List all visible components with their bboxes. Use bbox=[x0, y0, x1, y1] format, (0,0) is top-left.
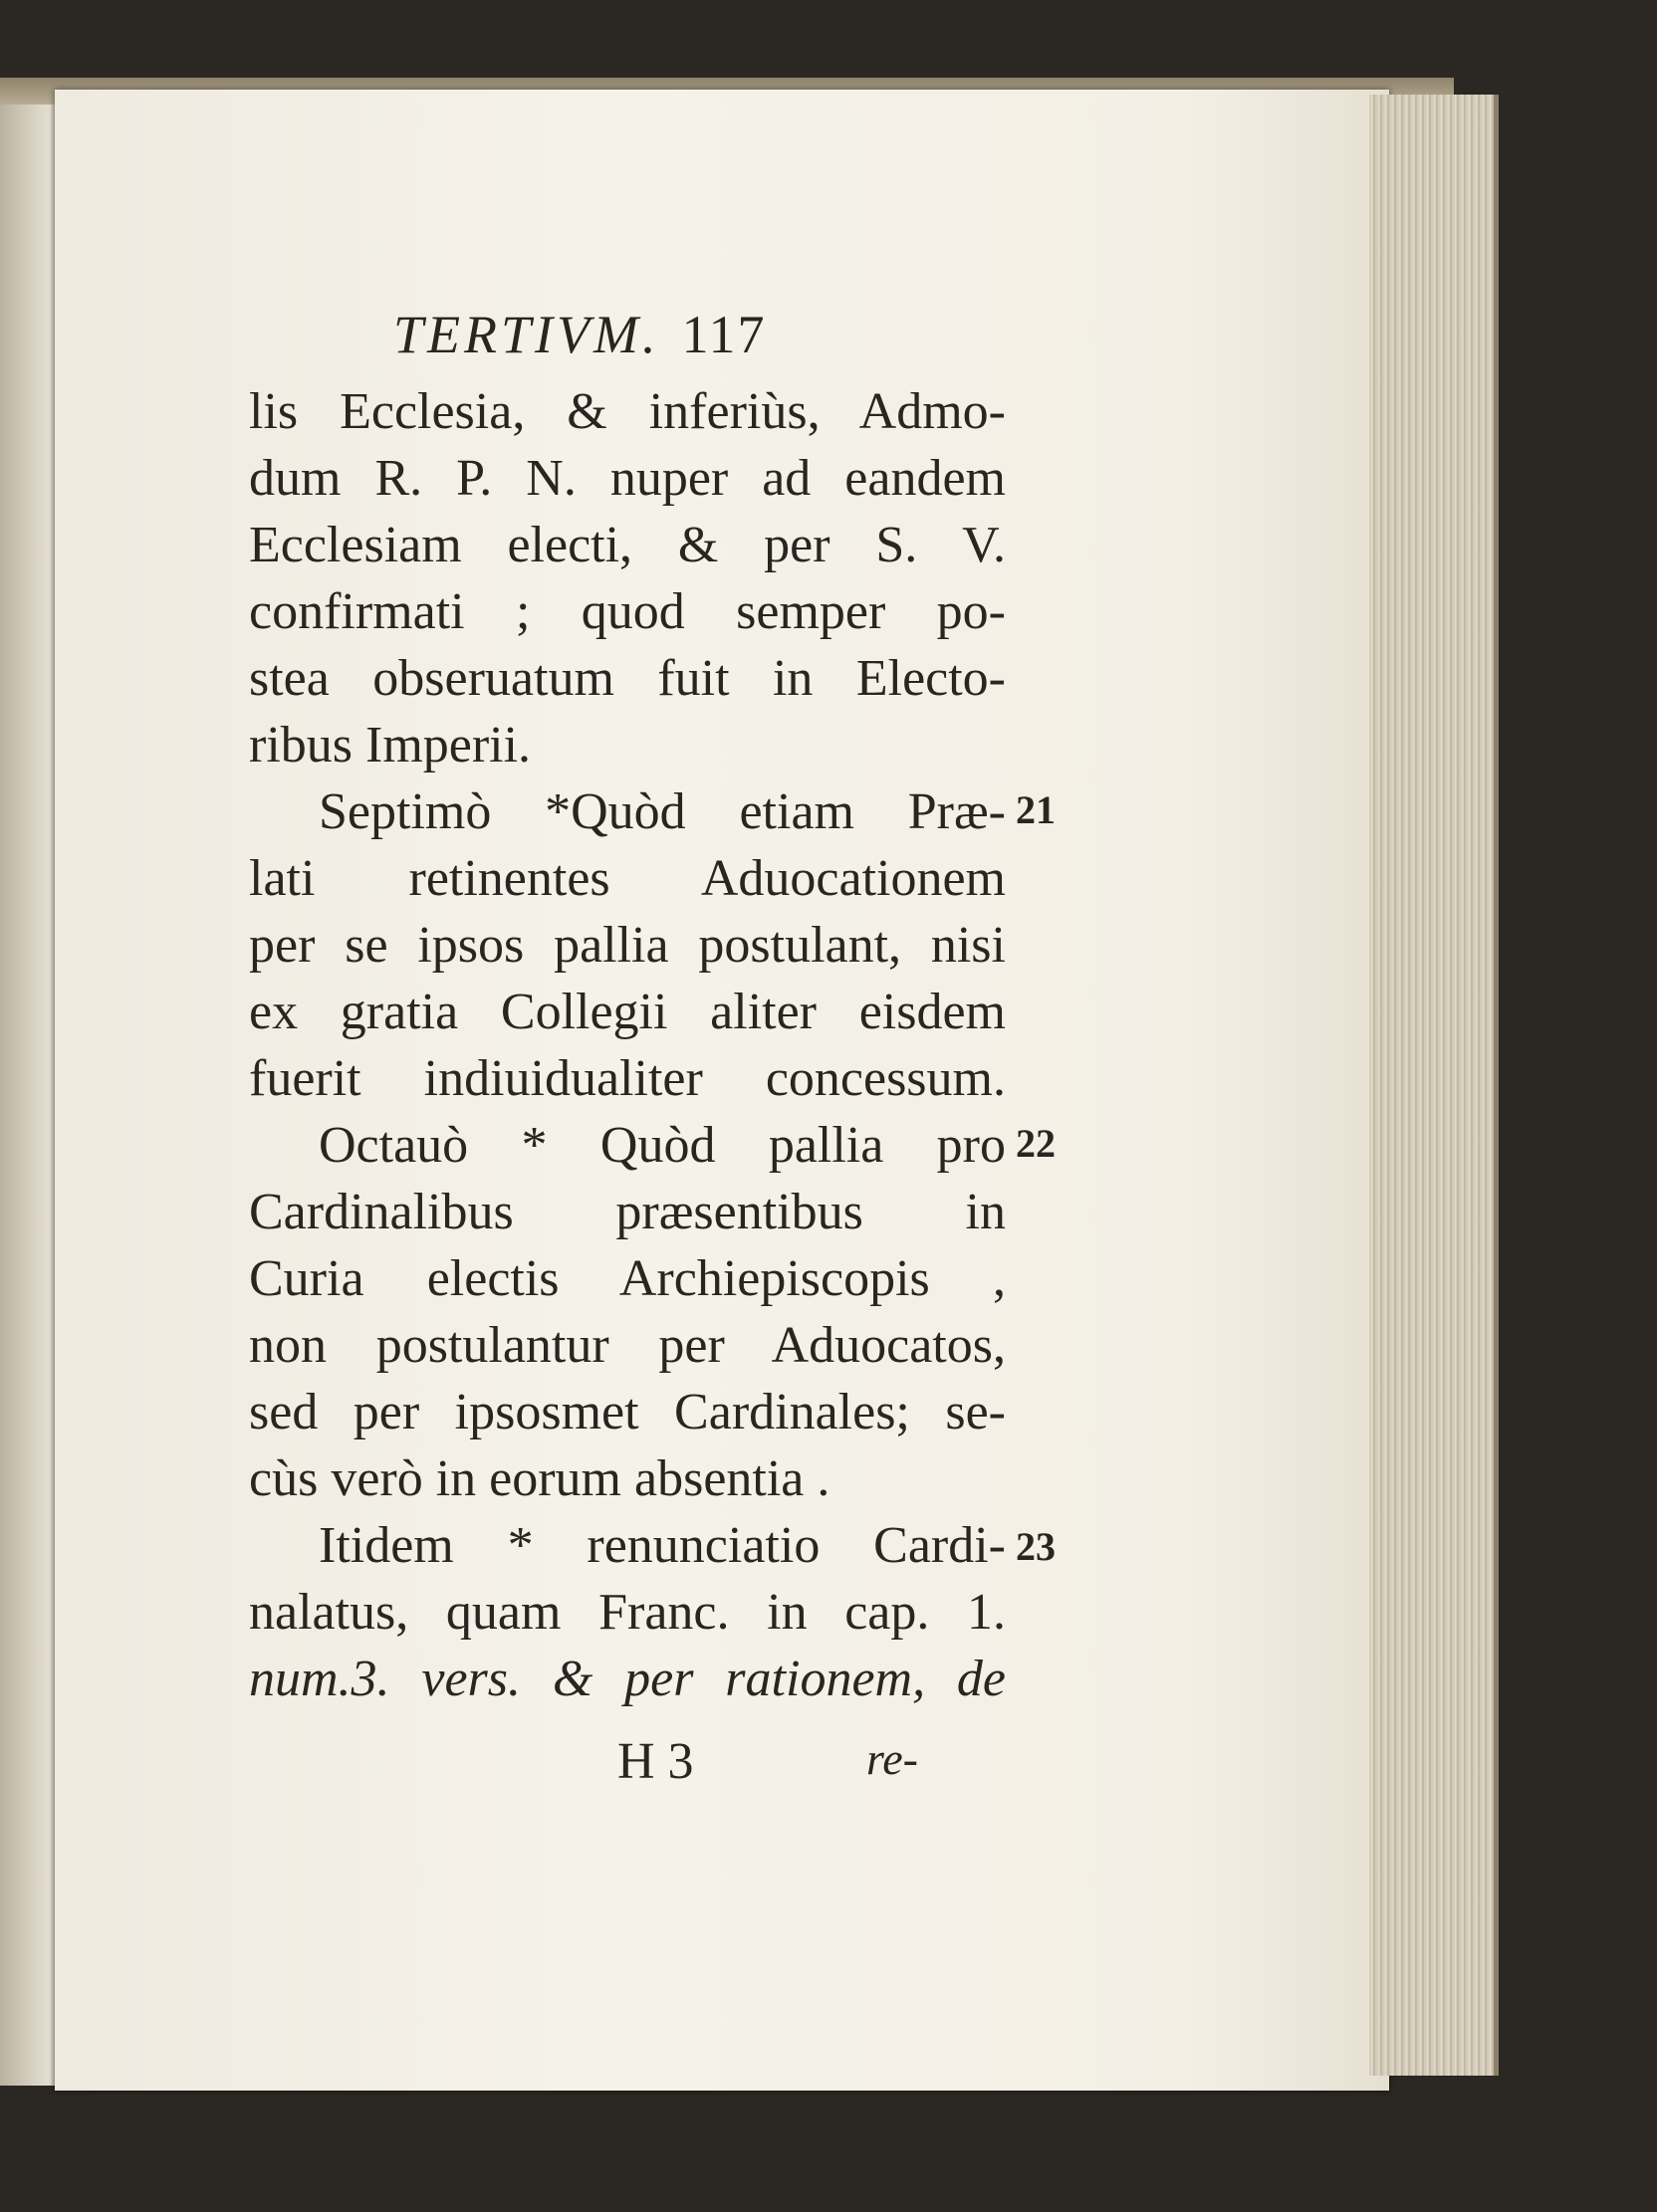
text-line: per se ipsos pallia postulant, nisi bbox=[249, 917, 1006, 974]
running-head-title: TERTIVM. bbox=[393, 305, 660, 364]
page-fore-edge bbox=[1369, 95, 1499, 2076]
text-line: sed per ipsosmet Cardinales; se- bbox=[249, 1384, 1006, 1440]
signature-mark: H 3 bbox=[617, 1733, 694, 1790]
text-line: lis Ecclesia, & inferiùs, Admo- bbox=[249, 383, 1006, 440]
text-line: Cardinalibus præsentibus in bbox=[249, 1184, 1006, 1240]
text-line: confirmati ; quod semper po- bbox=[249, 583, 1006, 640]
text-line: cùs verò in eorum absentia . bbox=[249, 1450, 830, 1507]
text-line: Ecclesiam electi, & per S. V. bbox=[249, 517, 1006, 573]
text-line: Itidem * renunciatio Cardi- bbox=[319, 1517, 1006, 1574]
text-line: Octauò * Quòd pallia pro bbox=[319, 1117, 1006, 1174]
text-line: non postulantur per Aduocatos, bbox=[249, 1317, 1006, 1374]
marginal-number: 21 bbox=[1016, 787, 1056, 832]
text-line: stea obseruatum fuit in Electo- bbox=[249, 650, 1006, 707]
text-line: lati retinentes Aduocationem bbox=[249, 850, 1006, 907]
text-line: fuerit indiuidualiter concessum. bbox=[249, 1050, 1006, 1107]
text-line: ex gratia Collegii aliter eisdem bbox=[249, 984, 1006, 1040]
marginal-number: 22 bbox=[1016, 1121, 1056, 1166]
marginal-number: 23 bbox=[1016, 1524, 1056, 1569]
catchword: re- bbox=[866, 1733, 918, 1784]
text-line: nalatus, quam Franc. in cap. 1. bbox=[249, 1584, 1006, 1641]
text-line: ribus Imperii. bbox=[249, 717, 532, 774]
running-head bbox=[393, 304, 931, 373]
folio-number: 117 bbox=[681, 305, 767, 364]
text-line: dum R. P. N. nuper ad eandem bbox=[249, 450, 1006, 507]
text-line: num.3. vers. & per rationem, de bbox=[249, 1651, 1006, 1707]
text-line: Curia electis Archiepiscopis , bbox=[249, 1250, 1006, 1307]
text-line: Septimò *Quòd etiam Præ- bbox=[319, 783, 1006, 840]
